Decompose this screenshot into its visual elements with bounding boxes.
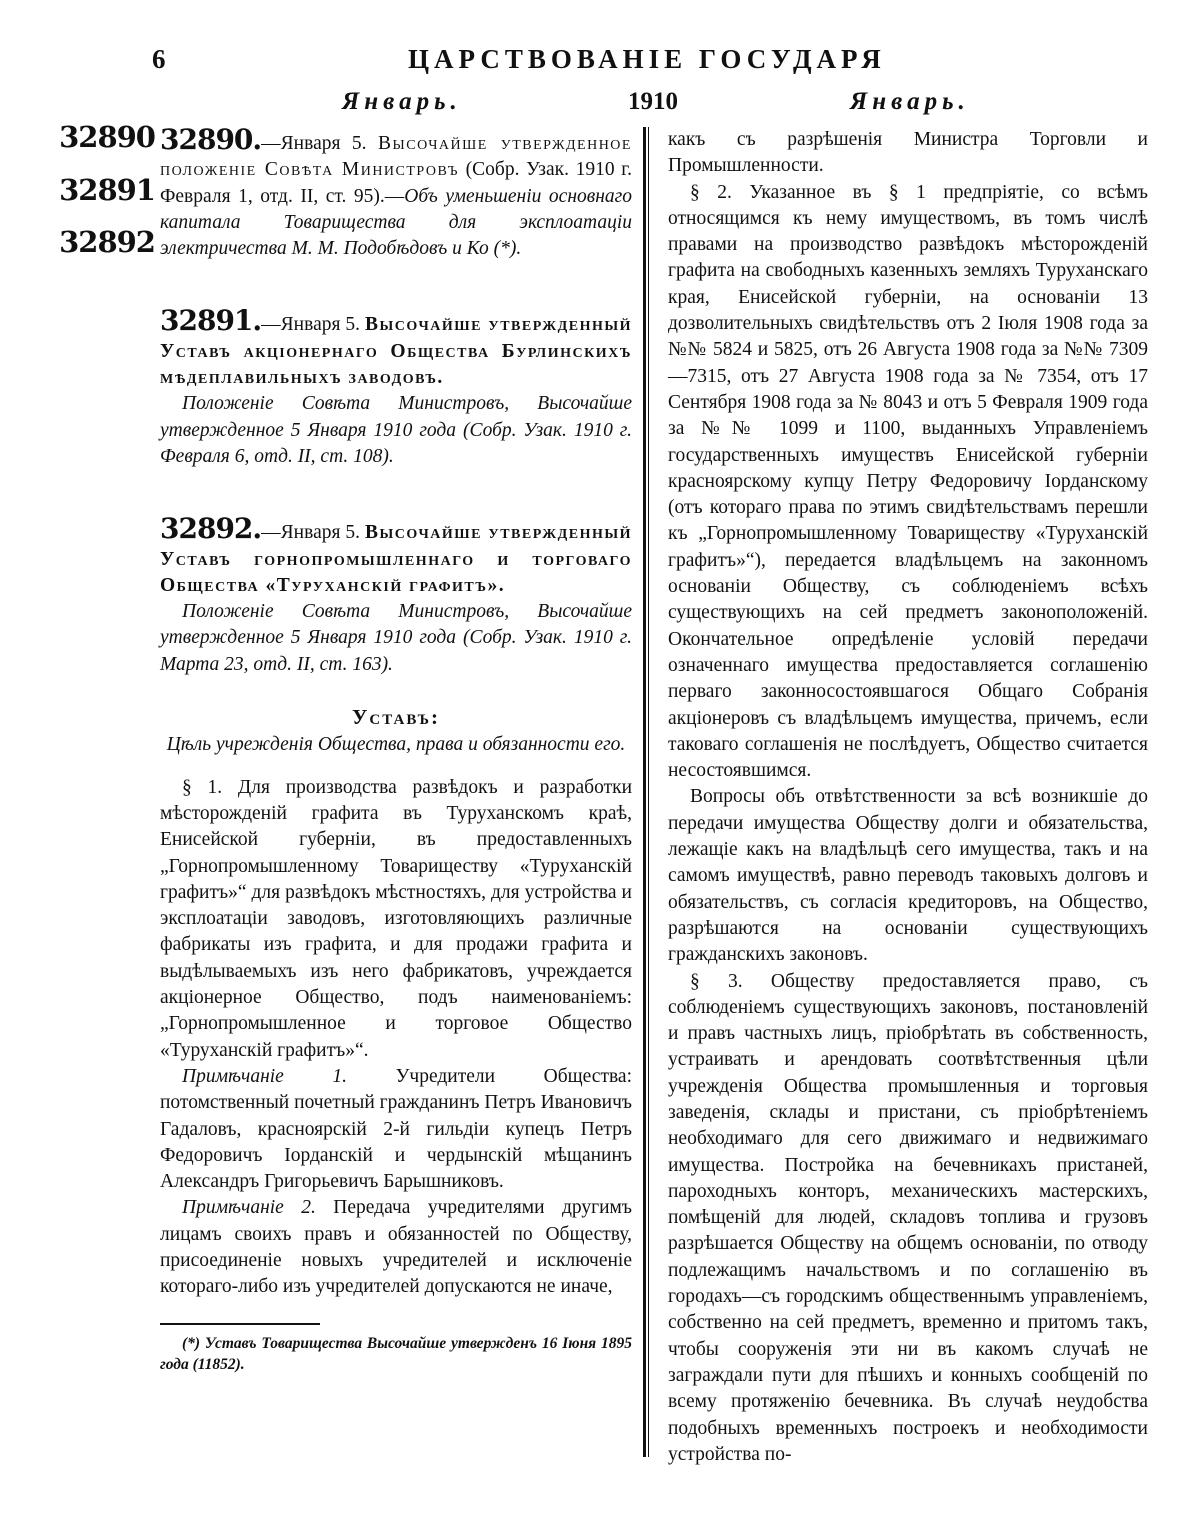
footnote-rule — [160, 1323, 320, 1325]
entry-number: 32891. — [160, 304, 262, 338]
margin-number: 32890 — [59, 120, 155, 154]
left-column — [160, 123, 632, 1375]
page-number: 6 — [152, 44, 166, 74]
ustav-heading: Уставъ: — [351, 705, 440, 730]
paragraph-continuation: какъ съ разрѣшенія Министра Торговли и Промышленности. — [668, 129, 1148, 177]
note-2-text: Передача учредителями другимъ лицамъ своихъ правъ и обязанностей по Обществу, присоединеніе новыхъ учредителей и исключеніе котораго-либо изъ учредителей допускаются не иначе, — [160, 1197, 632, 1298]
entry-32892 — [160, 512, 632, 678]
entry-32891 — [160, 304, 632, 470]
entry-note: Положеніе Совѣта Министровъ, Высочайше утвержденное 5 Января 1910 года (Собр. Узак. 1910 г. Февраля 6, отд. II, ст. 108). — [160, 393, 632, 467]
entry-subject: Объ уменьшеніи основнаго капитала Товарищества для эксплоатаціи электричества М. М. Подобѣдовъ и Ко (*). — [160, 185, 632, 260]
margin-number: 32892 — [59, 225, 155, 259]
right-column — [668, 127, 1148, 1468]
entry-source: (Собр. Узак. 1910 г. Февраля 1, отд. II, ст. 95).— — [160, 159, 632, 207]
entry-number: 32892. — [160, 512, 262, 546]
margin-number: 32891 — [59, 173, 155, 207]
header-year: 1910 — [628, 88, 678, 115]
entry-date: —Января 5. — [261, 133, 379, 154]
header-month-left: Январь. — [342, 88, 462, 115]
paragraph-2: § 2. Указанное въ § 1 предпріятіе, со всѣмъ относящимся къ нему имуществомъ, въ томъ числѣ правами на производство развѣдокъ мѣсторожденій графита на свободныхъ казенныхъ земляхъ Туруханскаго края, Енисейской губерніи, на основаніи 13 дозволительныхъ свидѣтельствъ отъ 2 Іюля 1908 года за №№ 5824 и 5825, отъ 26 Августа 1908 года за №№ 7309—7315, отъ 27 Августа 1908 года за № 7354, отъ 17 Сентября 1908 года за № 8043 и отъ 5 Февраля 1909 года за №№ 1099 и 1100, выданныхъ Управленіемъ государственныхъ имуществъ Енисейской губерніи красноярскому купцу Петру Федоровичу Іорданскому (отъ котораго права по этимъ свидѣтельствамъ перешли къ „Горнопромышленному Товариществу «Туруханскій графитъ»“), передается владѣльцемъ на законномъ основаніи Обществу, съ соблюденіемъ всѣхъ существующихъ на сей предметъ законоположеній. Окончательное опредѣленіе условій передачи означеннаго имущества предоставляется соглашенію перваго законносостоявшагося Общаго Собранія акціонеровъ съ владѣльцемъ имущества, причемъ, если таковаго соглашенія не послѣдуетъ, Общество считается несостоявшимся. — [668, 181, 1148, 782]
header-month-right: Январь. — [850, 88, 970, 115]
paragraph-3: § 3. Обществу предоставляется право, съ соблюденіемъ существующихъ законовъ, постановленій и правъ частныхъ лицъ, пріобрѣтать въ собственность, устраивать и арендовать соотвѣтственныя цѣли учрежденія Общества промышленныя и торговыя заведенія, склады и пристани, съ пріобрѣтеніемъ необходимаго для сего движимаго и недвижимаго имущества. Постройка на бечевникахъ пристаней, пароходныхъ конторъ, механическихъ мастерскихъ, помѣщеній для людей, складовъ топлива и грузовъ разрѣшается Обществу на общемъ основаніи, по отводу подлежащимъ начальствомъ и по соглашенію въ городахъ—съ городскимъ общественнымъ управленіемъ, собственно на сей предметъ, временно и притомъ такъ, чтобы сооруженія эти ни въ какомъ случаѣ не заграждали пути для пѣшихъ и конныхъ сообщеній по всему протяженію бечевника. Въ случаѣ неудобства подобныхъ временныхъ построекъ и необходимости устройства по- — [668, 970, 1148, 1465]
entry-date: —Января 5. — [261, 522, 366, 544]
note-1-label: Примѣчаніе 1. — [182, 1065, 348, 1087]
note-2 — [160, 1195, 632, 1300]
note-1 — [160, 1064, 632, 1195]
entry-date: —Января 5. — [261, 314, 366, 336]
footnote: (*) Уставъ Товарищества Высочайше утвержденъ 16 Іюня 1895 года (11852). — [160, 1334, 632, 1373]
column-divider — [643, 127, 649, 1457]
note-2-label: Примѣчаніе 2. — [182, 1197, 316, 1219]
entry-number: 32890. — [160, 123, 262, 156]
paragraph-1: § 1. Для производства развѣдокъ и разработки мѣсторожденій графита въ Туруханскомъ краѣ, Енисейской губерніи, въ предоставленныхъ „Горнопромышленному Товариществу «Туруханскій графитъ»“ для развѣдокъ мѣстностяхъ, для устройства и эксплоатаціи заводовъ, изготовляющихъ различные фабрикаты изъ графита, и для продажи графита и выдѣлываемыхъ изъ него фабрикатовъ, учреждается акціонерное Общество, подъ наименованіемъ: „Горнопромышленное и торговое Общество «Туруханскій графитъ»“. — [160, 776, 632, 1061]
entry-32890 — [160, 123, 632, 262]
note-1-text: Учредители Общества: потомственный почетный гражданинъ Петръ Ивановичъ Гадаловъ, красноярскій 2-й гильдіи купецъ Петръ Федоровичъ Іорданскій и чердынскій мѣщанинъ Александръ Григорьевичъ Барышниковъ. — [160, 1065, 632, 1193]
entry-title: Высочайше утвержденный Уставъ акціонернаго Общества Бурлинскихъ мѣдеплавильныхъ заводовъ. — [160, 314, 632, 389]
entry-note: Положеніе Совѣта Министровъ, Высочайше утвержденное 5 Января 1910 года (Собр. Узак. 1910 г. Марта 23, отд. II, ст. 163). — [160, 601, 632, 675]
section-subheading: Цѣль учрежденія Общества, права и обязанности его. — [166, 734, 626, 756]
entry-title: Высочайше утвержденный Уставъ горнопромышленнаго и торговаго Общества «Туруханскій графитъ». — [160, 522, 632, 596]
entry-title: Высочайше утвержденное положеніе Совѣта Министровъ — [160, 133, 632, 181]
ustav-heading-wrap — [160, 704, 632, 732]
running-title: ЦАРСТВОВАНІЕ ГОСУДАРЯ — [408, 44, 886, 74]
paragraph-2b: Вопросы объ отвѣтственности за всѣ возникшіе до передачи имущества Обществу долги и обязательства, лежащіе какъ на владѣльцѣ сего имущества, такъ и на самомъ имуществѣ, равно переводъ таковыхъ долговъ и обязательствъ, съ согласія кредиторовъ, на Общество, разрѣшаются на основаніи существующихъ гражданскихъ законовъ. — [668, 786, 1148, 966]
